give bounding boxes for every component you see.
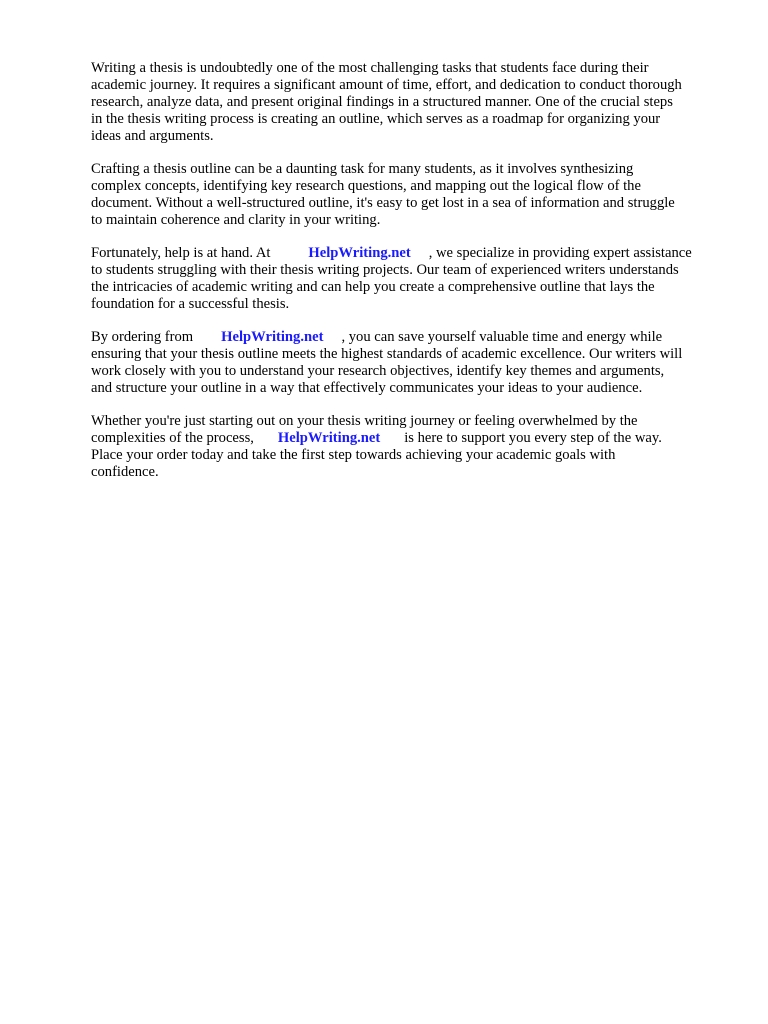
paragraph-4 [91, 329, 731, 397]
helpwriting-link[interactable]: HelpWriting.net [277, 430, 381, 446]
text-line: Place your order today and take the first step towards achieving your academic goals with [91, 447, 616, 463]
text-segment: is here to support you every step of the way. [404, 430, 662, 446]
text-line: ideas and arguments. [91, 128, 214, 144]
text-line: Whether you're just starting out on your thesis writing journey or feeling overwhelmed by the [91, 413, 638, 429]
text-line: complex concepts, identifying key research questions, and mapping out the logical flow of the [91, 178, 641, 194]
text-line-with-link [91, 329, 731, 346]
text-line: in the thesis writing process is creating an outline, which serves as a roadmap for organizing your [91, 111, 661, 127]
helpwriting-link[interactable]: HelpWriting.net [221, 329, 324, 345]
text-segment: , we specialize in providing expert assistance [428, 245, 692, 261]
text-segment: By ordering from [91, 329, 194, 345]
text-line: foundation for a successful thesis. [91, 296, 290, 312]
paragraph-2 [91, 161, 731, 229]
text-line: ensuring that your thesis outline meets the highest standards of academic excellence. Our writers will [91, 346, 683, 362]
text-line: academic journey. It requires a significant amount of time, effort, and dedication to conduct thorough [91, 77, 682, 93]
paragraph-5 [91, 413, 731, 481]
paragraph-1 [91, 60, 731, 145]
text-line: confidence. [91, 464, 159, 480]
text-line-with-link [91, 430, 731, 447]
text-line: Writing a thesis is undoubtedly one of the most challenging tasks that students face during their [91, 60, 649, 76]
text-line: to students struggling with their thesis writing projects. Our team of experienced writers understands [91, 262, 679, 278]
text-line: research, analyze data, and present original findings in a structured manner. One of the crucial steps [91, 94, 673, 110]
text-segment: , you can save yourself valuable time and energy while [341, 329, 663, 345]
helpwriting-link[interactable]: HelpWriting.net [308, 245, 411, 261]
paragraph-3 [91, 245, 731, 313]
text-segment: Fortunately, help is at hand. At [91, 245, 271, 261]
text-segment: complexities of the process, [91, 430, 254, 446]
text-line: work closely with you to understand your research objectives, identify key themes and arguments, [91, 363, 665, 379]
text-line: Crafting a thesis outline can be a daunting task for many students, as it involves synthesizing [91, 161, 634, 177]
text-line: the intricacies of academic writing and can help you create a comprehensive outline that lays the [91, 279, 655, 295]
text-line: document. Without a well-structured outline, it's easy to get lost in a sea of information and struggle [91, 195, 675, 211]
text-line: to maintain coherence and clarity in your writing. [91, 212, 381, 228]
document-body [91, 60, 731, 497]
text-line-with-link [91, 245, 731, 262]
text-line: and structure your outline in a way that effectively communicates your ideas to your audience. [91, 380, 643, 396]
